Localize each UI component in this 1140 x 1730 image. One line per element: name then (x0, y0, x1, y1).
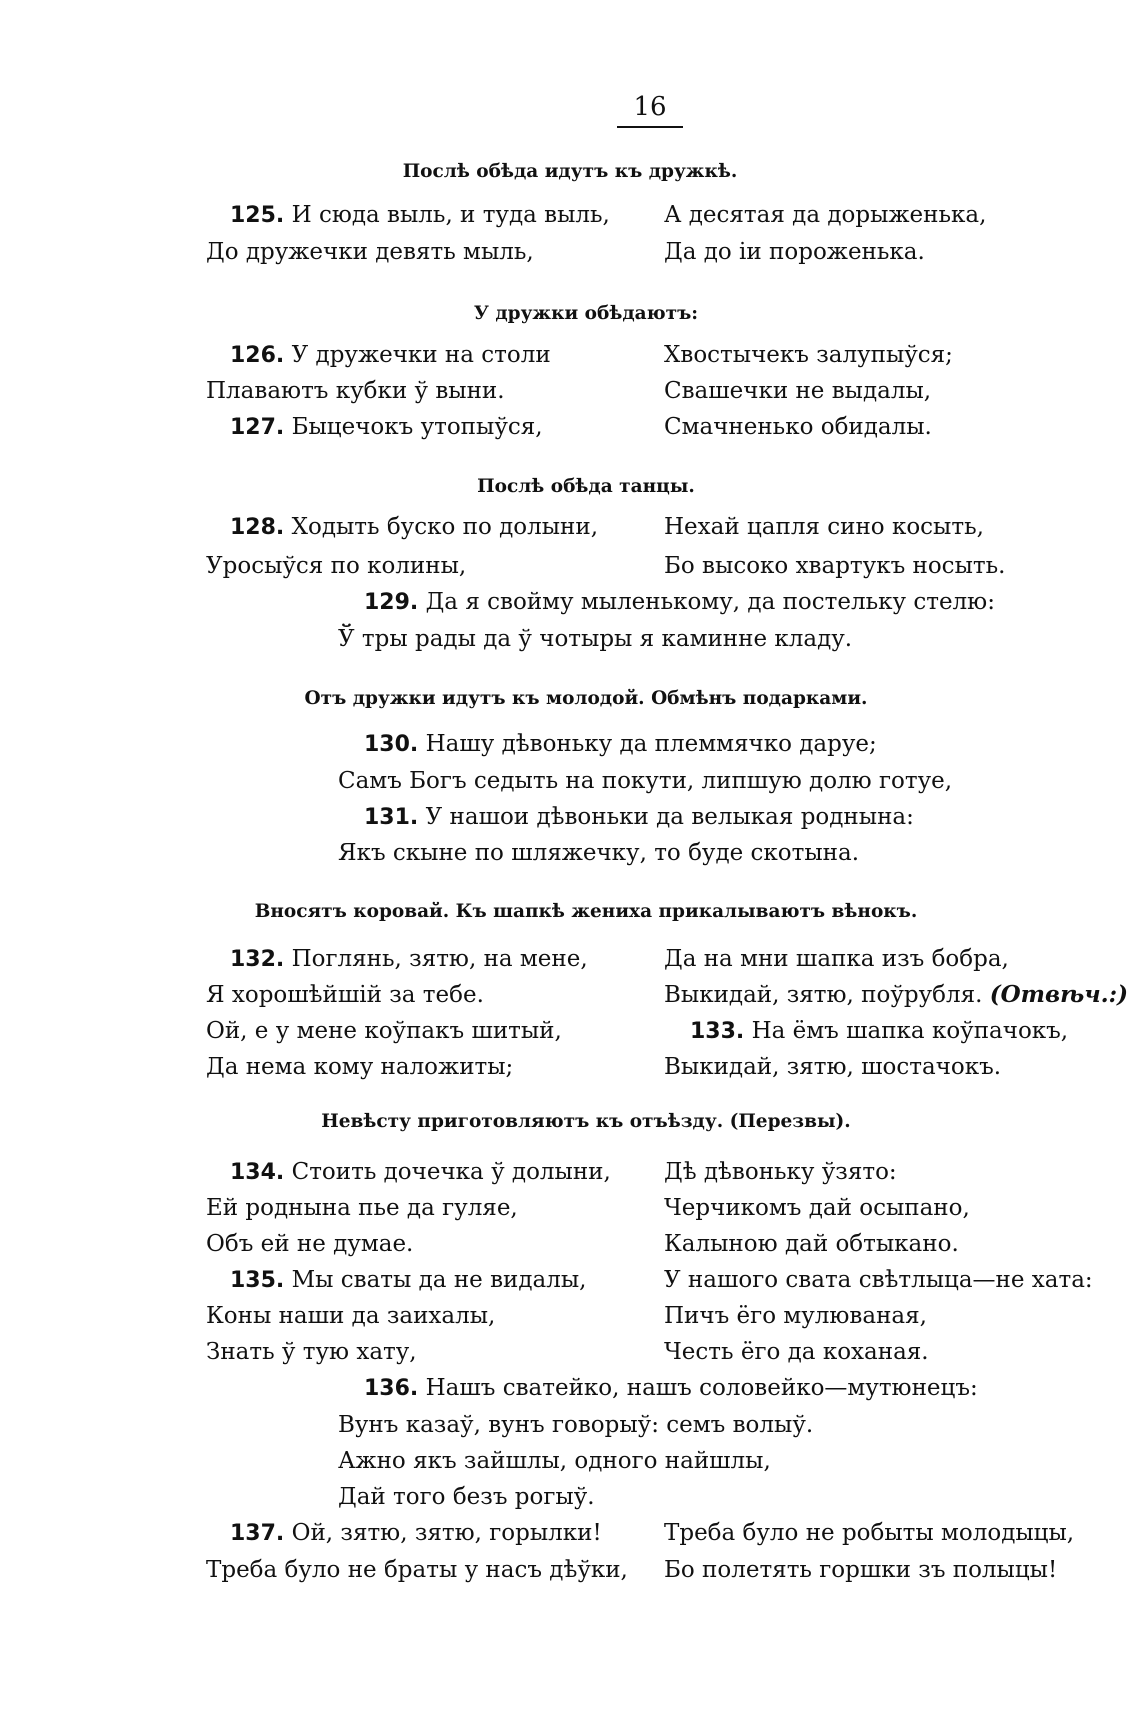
verse-line: Я хорошѣйшій за тебе. (206, 982, 484, 1008)
verse-line (364, 1373, 978, 1404)
section-heading: Вносятъ коровай. Къ шапкѣ жениха прикалываютъ вѣнокъ. (254, 901, 918, 922)
verse-number: 131. (364, 805, 419, 830)
verse-line (230, 412, 543, 443)
reply-note: (Отвѣч.:) (989, 981, 1129, 1008)
verse-line (230, 200, 610, 231)
verse-line (364, 729, 877, 760)
verse-line: До дружечки девять мыль, (206, 239, 534, 265)
verse-line: Якъ скыне по шляжечку, то буде скотына. (338, 840, 860, 866)
verse-text: Да я свойму мыленькому, да постельку стелю: (425, 589, 995, 615)
verse-number: 137. (230, 1521, 285, 1546)
verse-line: У нашого свата свѣтлыца—не хата: (664, 1267, 1093, 1293)
verse-line: Ой, е у мене коўпакъ шитый, (206, 1018, 562, 1044)
verse-number: 132. (230, 947, 285, 972)
verse-line: Дѣ дѣвоньку ўзято: (664, 1159, 897, 1185)
verse-line (230, 512, 598, 543)
verse-number: 125. (230, 203, 285, 228)
verse-number: 134. (230, 1160, 285, 1185)
verse-text: На ёмъ шапка коўпачокъ, (751, 1018, 1069, 1044)
verse-text: Ой, зятю, зятю, горылки! (291, 1520, 602, 1546)
verse-line: Ў тры рады да ў чотыры я каминне кладу. (338, 626, 853, 652)
verse-number: 136. (364, 1376, 419, 1401)
verse-line: Знать ў тую хату, (206, 1339, 417, 1365)
verse-text: Поглянь, зятю, на мене, (291, 946, 588, 972)
verse-line (364, 587, 995, 618)
verse-text: У дружечки на столи (291, 342, 551, 368)
verse-line: Пичъ ёго мулюваная, (664, 1303, 927, 1329)
verse-line: Ажно якъ зайшлы, одного найшлы, (338, 1448, 771, 1474)
verse-line: Дай того безъ рогыў. (338, 1484, 595, 1510)
verse-text: Выкидай, зятю, поўрубля. (664, 982, 983, 1008)
verse-text: Стоить дочечка ў долыни, (291, 1159, 611, 1185)
page-number-rule (617, 126, 683, 128)
verse-line: Выкидай, зятю, шостачокъ. (664, 1054, 1002, 1080)
section-heading: Отъ дружки идутъ къ молодой. Обмѣнъ подарками. (304, 688, 868, 709)
verse-number: 127. (230, 415, 285, 440)
verse-text: Мы сваты да не видалы, (291, 1267, 587, 1293)
verse-number: 129. (364, 590, 419, 615)
verse-line: Ей роднына пье да гуляе, (206, 1195, 518, 1221)
verse-text: У нашои дѣвоньки да велыкая роднына: (425, 804, 914, 830)
verse-line: Бо полетять горшки зъ полыцы! (664, 1557, 1058, 1583)
verse-line: Да до іи пороженька. (664, 239, 925, 265)
verse-line (230, 1518, 602, 1549)
verse-line: Уросыўся по колины, (206, 553, 467, 579)
verse-line: Объ ей не думае. (206, 1231, 414, 1257)
section-heading: У дружки обѣдаютъ: (473, 303, 699, 324)
verse-text: Нашъ сватейко, нашъ соловейко—мутюнецъ: (425, 1375, 978, 1401)
verse-line: Хвостычекъ залупыўся; (664, 342, 953, 368)
verse-line: Свашечки не выдалы, (664, 378, 932, 404)
verse-line: Да нема кому наложиты; (206, 1054, 514, 1080)
verse-line (230, 944, 588, 975)
section-heading: Послѣ обѣда идутъ къ дружкѣ. (402, 161, 738, 182)
verse-line: Калыною дай обтыкано. (664, 1231, 959, 1257)
verse-number: 128. (230, 515, 285, 540)
verse-line (230, 1265, 586, 1296)
verse-line: Самъ Богъ седыть на покути, липшую долю готуе, (338, 768, 953, 794)
verse-line (664, 980, 1128, 1010)
verse-line: Вунъ казаў, вунъ говорыў: семъ волыў. (338, 1412, 814, 1438)
verse-text: Нашу дѣвоньку да племмячко даруе; (425, 731, 877, 757)
verse-line: Плаваютъ кубки ў выни. (206, 378, 505, 404)
page-number: 16 (633, 92, 667, 122)
verse-line: Да на мни шапка изъ бобра, (664, 946, 1009, 972)
verse-line: Честь ёго да коханая. (664, 1339, 929, 1365)
verse-line: Нехай цапля сино косыть, (664, 514, 984, 540)
verse-text: Ходыть буско по долыни, (291, 514, 599, 540)
verse-number: 135. (230, 1268, 285, 1293)
verse-text: Быцечокъ утопыўся, (291, 414, 543, 440)
verse-number: 133. (690, 1019, 745, 1044)
verse-line (230, 1157, 611, 1188)
section-heading: Послѣ обѣда танцы. (477, 476, 695, 497)
verse-line: Бо высоко хвартукъ носыть. (664, 553, 1006, 579)
section-heading: Невѣсту приготовляютъ къ отъѣзду. (Перезвы). (321, 1111, 851, 1132)
verse-line: А десятая да дорыженька, (664, 202, 987, 228)
verse-number: 126. (230, 343, 285, 368)
verse-text: И сюда выль, и туда выль, (291, 202, 610, 228)
verse-line: Коны наши да заихалы, (206, 1303, 496, 1329)
verse-line (230, 340, 551, 371)
verse-line: Смачненько обидалы. (664, 414, 932, 440)
verse-number: 130. (364, 732, 419, 757)
verse-line: Треба було не робыты молодыцы, (664, 1520, 1075, 1546)
verse-line (690, 1016, 1068, 1047)
verse-line (364, 802, 914, 833)
verse-line: Треба було не браты у насъ дѣўки, (206, 1557, 628, 1583)
verse-line: Черчикомъ дай осыпано, (664, 1195, 970, 1221)
